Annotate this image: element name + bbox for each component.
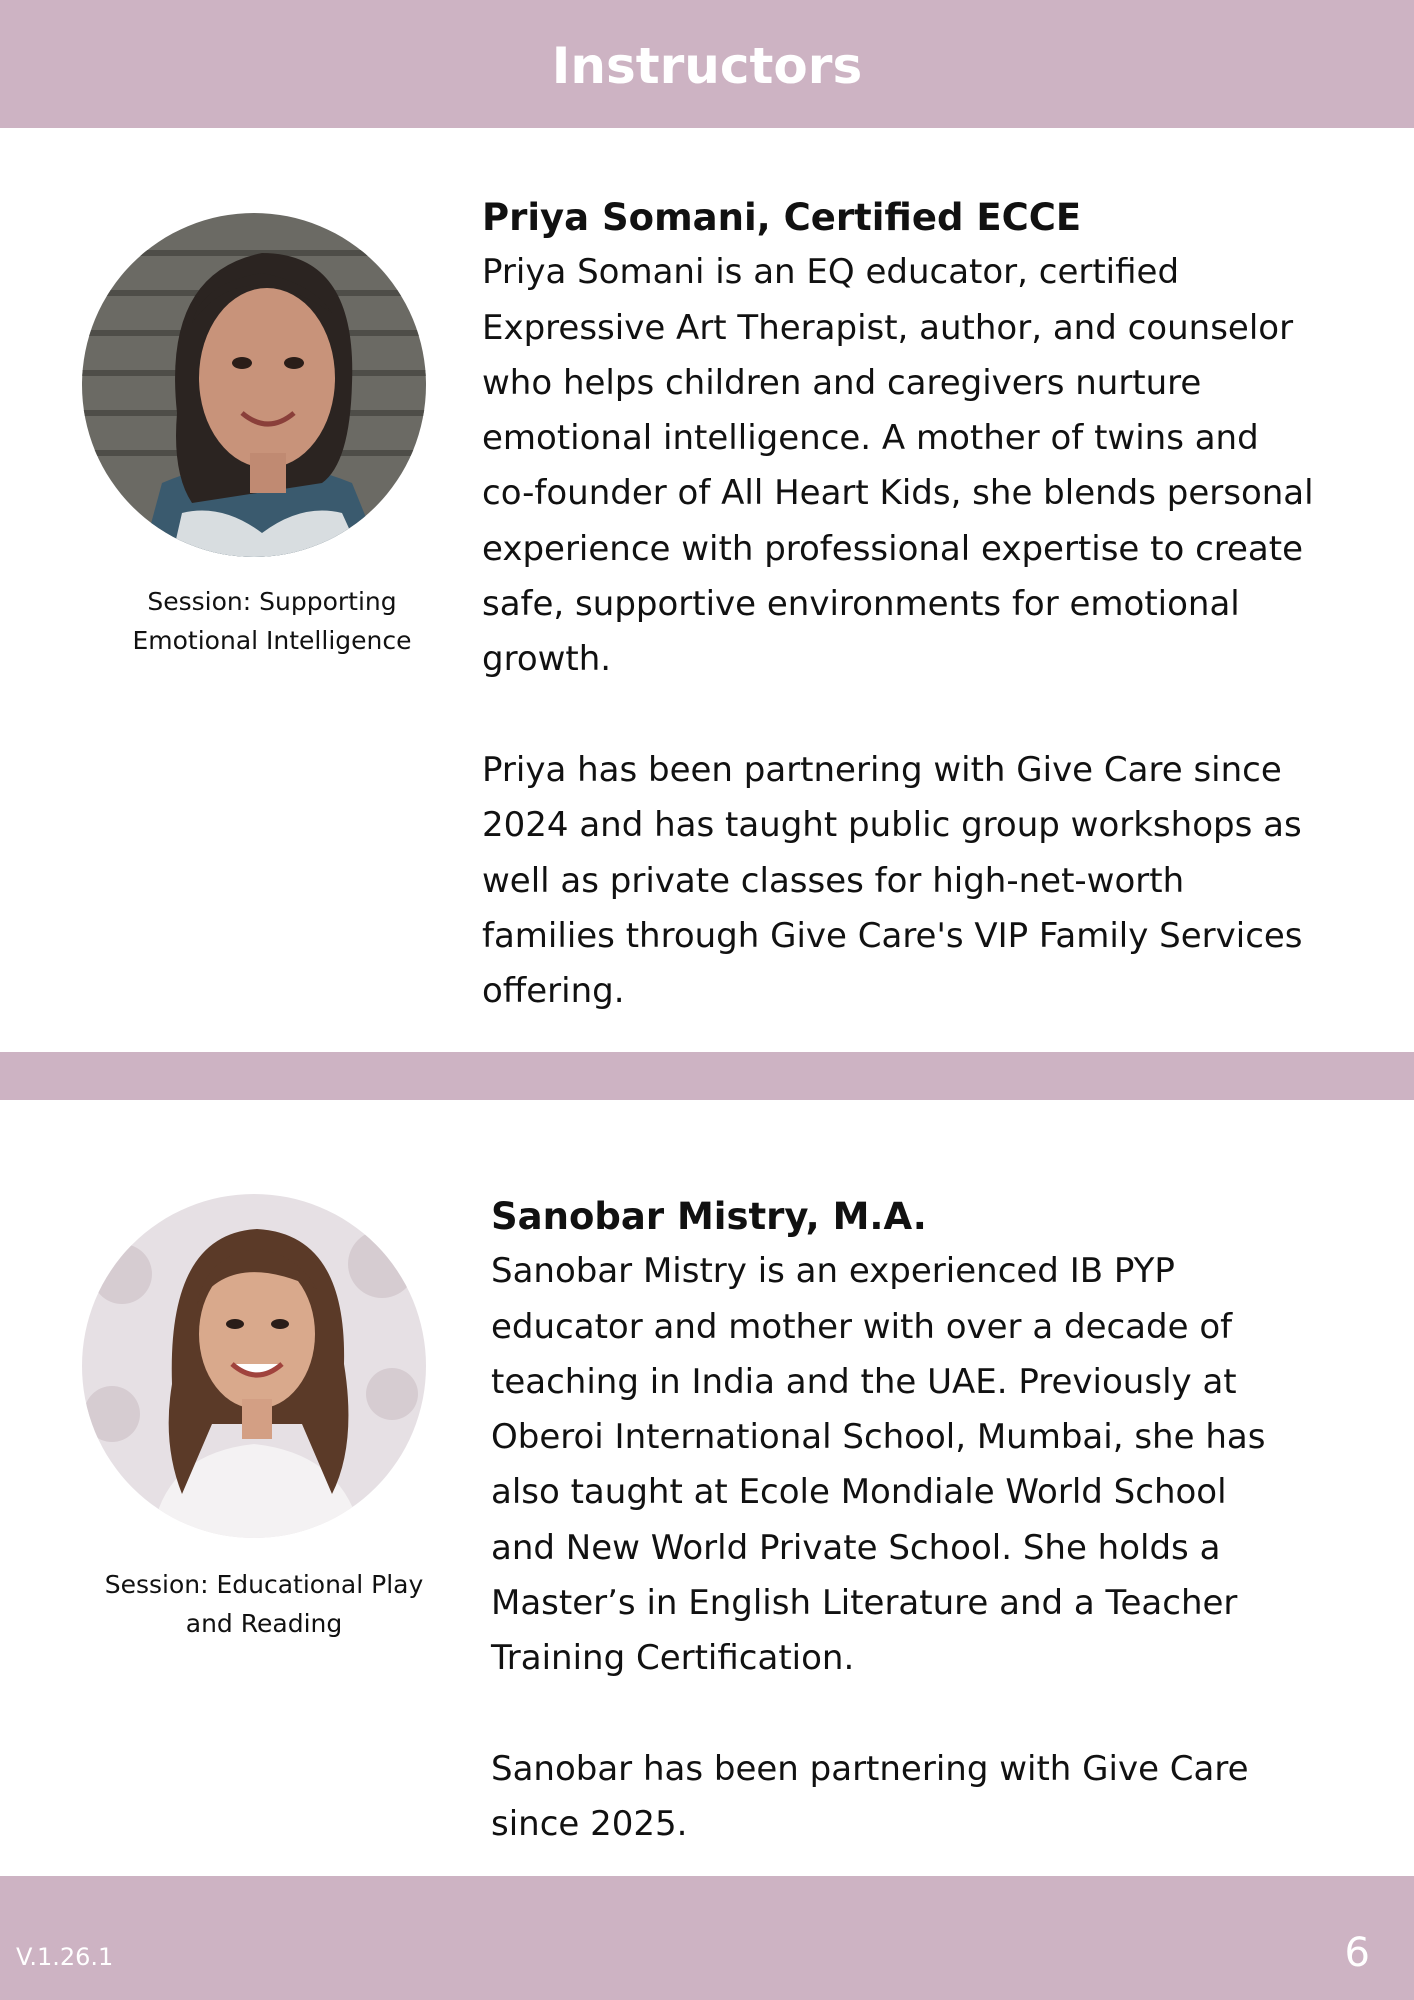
session-label: Session: Educational Play and Reading [104, 1570, 424, 1638]
session-label: Session: Supporting Emotional Intelligence [132, 587, 412, 655]
version-label: V.1.26.1 [16, 1943, 114, 1971]
bio-paragraph: Sanobar has been partnering with Give Care since 2025. [491, 1748, 1249, 1845]
footer-band [0, 1876, 1414, 2000]
instructor-bio [482, 190, 1362, 1019]
instructor-photo-priya [82, 213, 426, 557]
instructor-bio [491, 1189, 1371, 1853]
bio-paragraph: Sanobar Mistry is an experienced IB PYP educator and mother with over a decade of teaching in India and the UAE. Previously at Oberoi International School, Mumbai, she has also taught at Ecole Mondiale World School and New World Private School. She holds a Master’s in English Literature and a Teacher Training Certification. [491, 1251, 1266, 1679]
instructor-photo-sanobar [82, 1194, 426, 1538]
bio-paragraph: Priya Somani is an EQ educator, certified Expressive Art Therapist, author, and counselor who helps children and caregivers nurture emotional intelligence. A mother of twins and co-founder of All Heart Kids, she blends personal experience with professional expertise to create safe, supportive environments for emotional growth. [482, 252, 1314, 680]
section-divider [0, 1052, 1414, 1100]
page-title: Instructors [551, 37, 863, 95]
bio-paragraph: Priya has been partnering with Give Care since 2024 and has taught public group workshops as well as private classes for high-net-worth families through Give Care's VIP Family Services offering. [482, 749, 1303, 1012]
page-number: 6 [1344, 1930, 1370, 1976]
instructor-name: Sanobar Mistry, M.A. [491, 1195, 927, 1238]
instructor-name: Priya Somani, Certified ECCE [482, 196, 1082, 239]
